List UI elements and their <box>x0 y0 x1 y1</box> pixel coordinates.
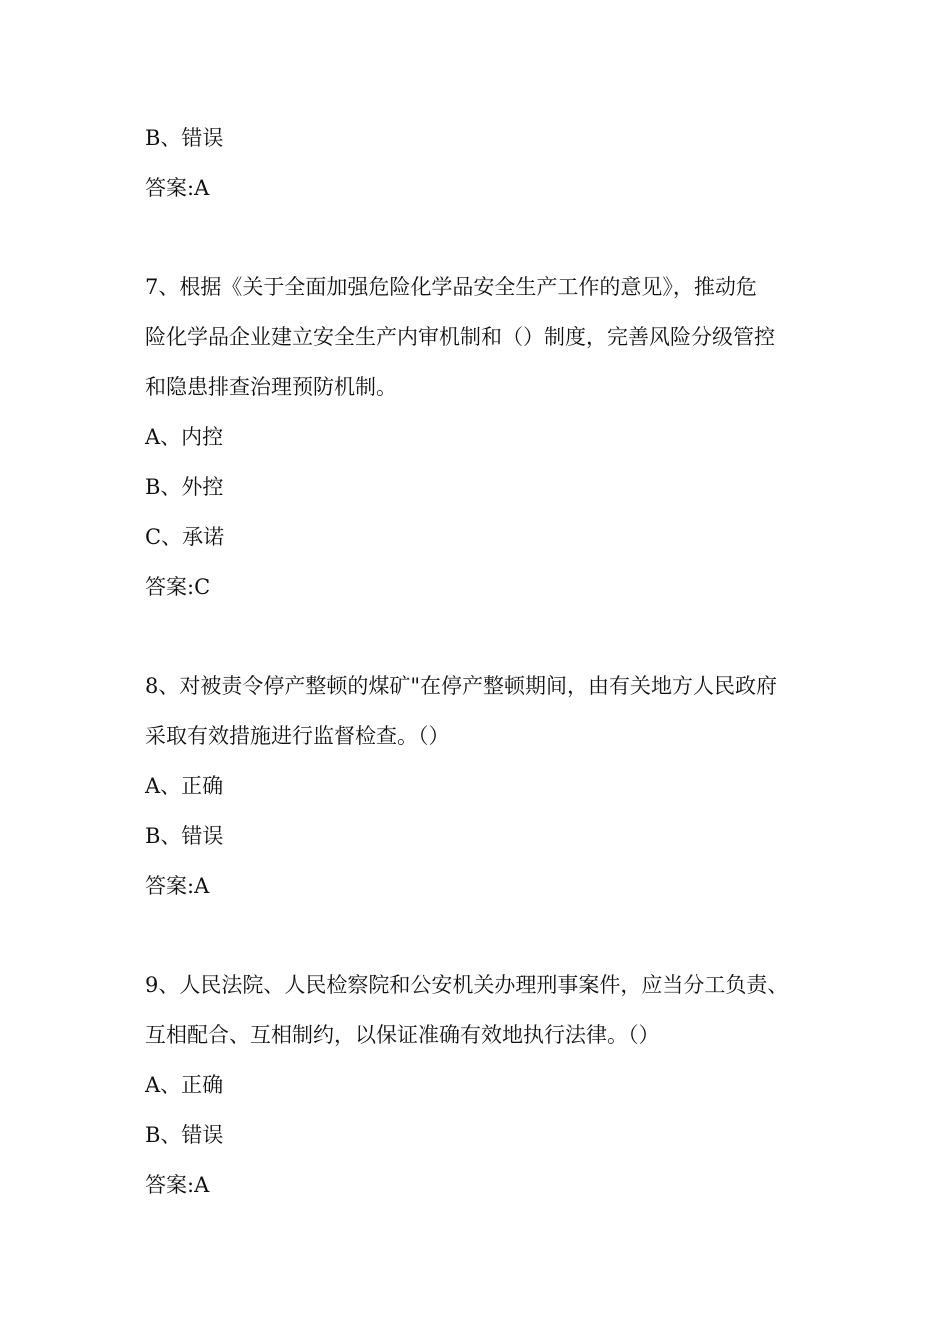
option-a: A、正确 <box>145 774 224 798</box>
question-text-line: 9、人民法院、人民检察院和公安机关办理刑事案件，应当分工负责、 <box>145 973 789 997</box>
question-text-line: 险化学品企业建立安全生产内审机制和（）制度，完善风险分级管控 <box>145 325 775 349</box>
question-text-line: 互相配合、互相制约，以保证准确有效地执行法律。（） <box>145 1023 660 1047</box>
option-c: C、承诺 <box>145 525 225 549</box>
question-spacer <box>145 911 815 960</box>
option-a: A、正确 <box>145 1073 224 1097</box>
question-9 <box>145 960 815 1210</box>
answer-line: 答案:A <box>145 1173 210 1197</box>
option-a: A、内控 <box>145 425 224 449</box>
option-b: B、错误 <box>145 824 224 848</box>
answer-line: 答案:A <box>145 176 210 200</box>
question-text-line: 7、根据《关于全面加强危险化学品安全生产工作的意见》，推动危 <box>145 275 757 299</box>
question-text-line: 和隐患排查治理预防机制。 <box>145 375 397 399</box>
document-page <box>145 113 815 1210</box>
option-b: B、外控 <box>145 475 224 499</box>
prev-question-block <box>145 113 815 213</box>
option-b: B、错误 <box>145 126 224 150</box>
question-7 <box>145 262 815 612</box>
answer-line: 答案:C <box>145 575 211 599</box>
option-b: B、错误 <box>145 1123 224 1147</box>
question-text-line: 采取有效措施进行监督检查。（） <box>145 724 450 748</box>
question-8 <box>145 661 815 911</box>
answer-line: 答案:A <box>145 874 210 898</box>
question-spacer <box>145 612 815 661</box>
question-text-line: 8、对被责令停产整顿的煤矿"在停产整顿期间，由有关地方人民政府 <box>145 674 778 698</box>
question-spacer <box>145 213 815 262</box>
